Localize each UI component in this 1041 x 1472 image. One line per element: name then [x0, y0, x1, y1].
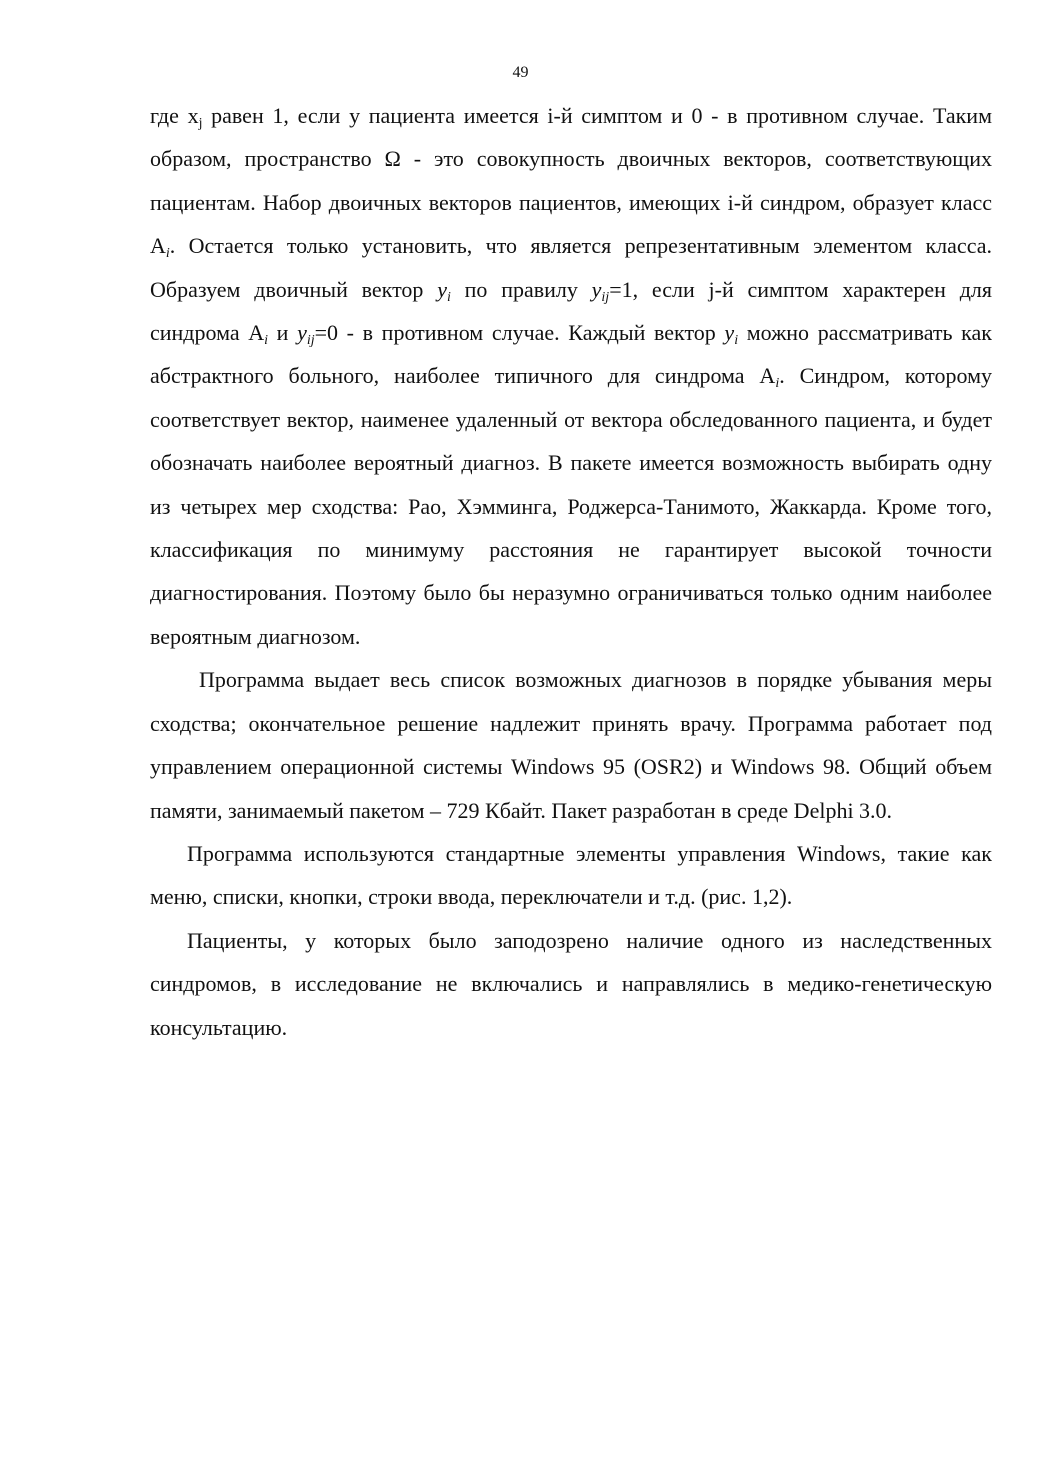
paragraph-3: Программа используются стандартные элементы управления Windows, такие как меню, списки, кнопки, строки ввода, переключатели и т.д. (рис. 1,2).	[150, 840, 992, 910]
italic-text: y	[437, 276, 447, 302]
page-number: 49	[512, 64, 529, 81]
paragraph-1: где $x_j$ равен 1, если у пациента имеется i-й симптом и 0 - в противном случае. Таким образом, пространство Ω - это совокупность двоичных векторов, соответствующих пациентам. Набор двоичных векторов пациентов, имеющих i-й синдром, образует класс $A_i$. Остается только установить, что является репрезентативным элементом класса. Образуем двоичный вектор $y_i$ по правилу $y_{ij}=1$, если j-й симптом характерен для синдрома $A_i$ и $y_{ij}=0 - в$ противном случае. Каждый вектор $y_i$ можно рассматривать как абстрактного больного, наиболее типичного для синдрома $A_i$. Синдром, которому соответствует вектор, наименее удаленный от вектора обследованного пациента, и будет обозначать наиболее вероятный диагноз. В пакете имеется возможность выбирать одну из четырех мер сходства: Рао, Хэмминга, Роджерса-Танимото, Жаккарда. Кроме того, классификация по минимуму расстояния не гарантирует высокой точности диагностирования. Поэтому было бы неразумно ограничиваться только одним наиболее вероятным диагнозом.	[150, 103, 993, 649]
subscript-text: ij	[601, 289, 610, 305]
subscript-text: i	[734, 333, 739, 349]
paragraph-4: Пациенты, у которых было заподозрено наличие одного из наследственных синдромов, в исследование не включались и направлялись в медико-генетическую консультацию.	[150, 927, 992, 1040]
subscript-text: i	[446, 289, 451, 305]
subscript-text: i	[165, 246, 170, 262]
subscript-text: ij	[306, 333, 315, 349]
italic-text: y	[591, 276, 602, 302]
subscript-text: i	[775, 376, 780, 392]
document-body	[150, 94, 992, 1049]
italic-text: y	[297, 320, 307, 346]
italic-text: y	[724, 320, 735, 346]
paragraph-2: Программа выдает весь список возможных диагнозов в порядке убывания меры сходства; окончательное решение надлежит принять врачу. Программа работает под управлением операционной системы Windows 95 (OSR2) и Windows 98. Общий объем памяти, занимаемый пакетом – 729 Кбайт. Пакет разработан в среде Delphi 3.0.	[150, 667, 992, 823]
subscript-text: j	[198, 116, 203, 131]
subscript-text: i	[264, 333, 269, 349]
